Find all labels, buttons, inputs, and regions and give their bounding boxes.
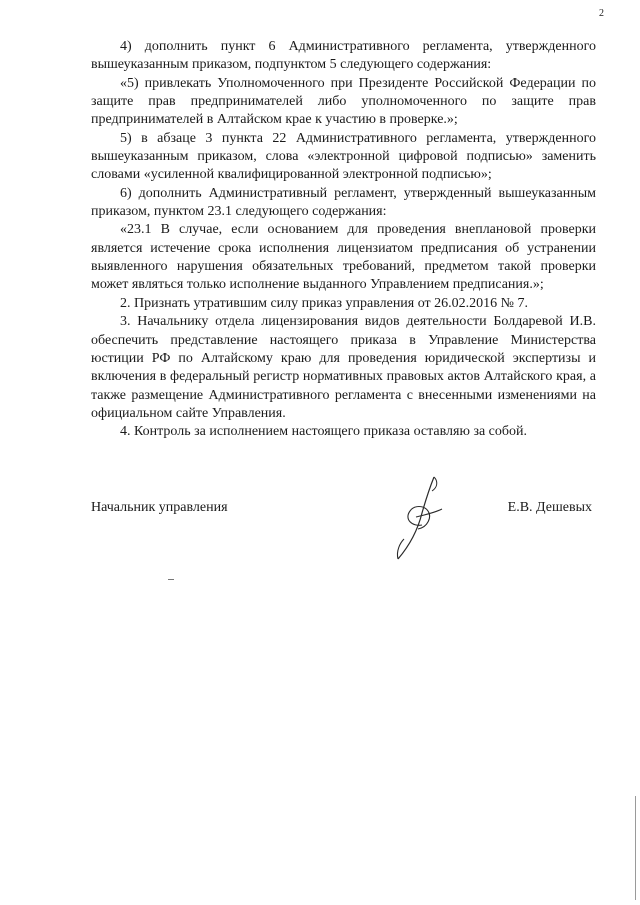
paragraph-quoted-23-1: «23.1 В случае, если основанием для проведения внеплановой проверки является истечение срока исполнения лицензиатом предписания об устранении выявленного нарушения обязательных требований, предметом такой проверки может являться только исполнение выданного Управлением предписания.»; bbox=[91, 222, 596, 293]
paragraph-item-4: 4) дополнить пункт 6 Административного регламента, утвержденного вышеуказанным приказом, подпунктом 5 следующего содержания: bbox=[91, 39, 596, 73]
signatory-name: Е.В. Дешевых bbox=[507, 500, 592, 515]
scan-artifact-mark bbox=[168, 579, 174, 580]
paragraph-item-5: 5) в абзаце 3 пункта 22 Административного регламента, утвержденного вышеуказанным приказом, слова «электронной цифровой подписью» заменить словами «усиленной квалифицированной электронной подписью»; bbox=[91, 130, 596, 183]
scan-edge-line bbox=[635, 796, 636, 900]
signatory-title: Начальник управления bbox=[91, 500, 228, 515]
paragraph-point-3: 3. Начальнику отдела лицензирования видов деятельности Болдаревой И.В. обеспечить представление настоящего приказа в Управление Министерства юстиции РФ по Алтайскому краю для проведения юридической экспертизы и включения в федеральный регистр нормативных правовых актов Алтайского края, а также размещение Административного регламента с внесенными изменениями на официальном сайте Управления. bbox=[91, 314, 596, 421]
paragraph-quoted-5: «5) привлекать Уполномоченного при Президенте Российской Федерации по защите прав предпринимателей либо уполномоченного по защите прав предпринимателей в Алтайском крае к участию в проверке.»; bbox=[91, 75, 596, 128]
paragraph-item-6: 6) дополнить Административный регламент, утвержденный вышеуказанным приказом, пунктом 23.1 следующего содержания: bbox=[91, 185, 596, 220]
signature-block bbox=[91, 499, 596, 569]
handwritten-signature bbox=[388, 473, 458, 563]
page-number: 2 bbox=[599, 8, 604, 19]
paragraph-point-2: 2. Признать утратившим силу приказ управления от 26.02.2016 № 7. bbox=[120, 295, 529, 311]
document-body bbox=[91, 38, 596, 442]
paragraph-point-4: 4. Контроль за исполнением настоящего приказа оставляю за собой. bbox=[120, 424, 528, 440]
